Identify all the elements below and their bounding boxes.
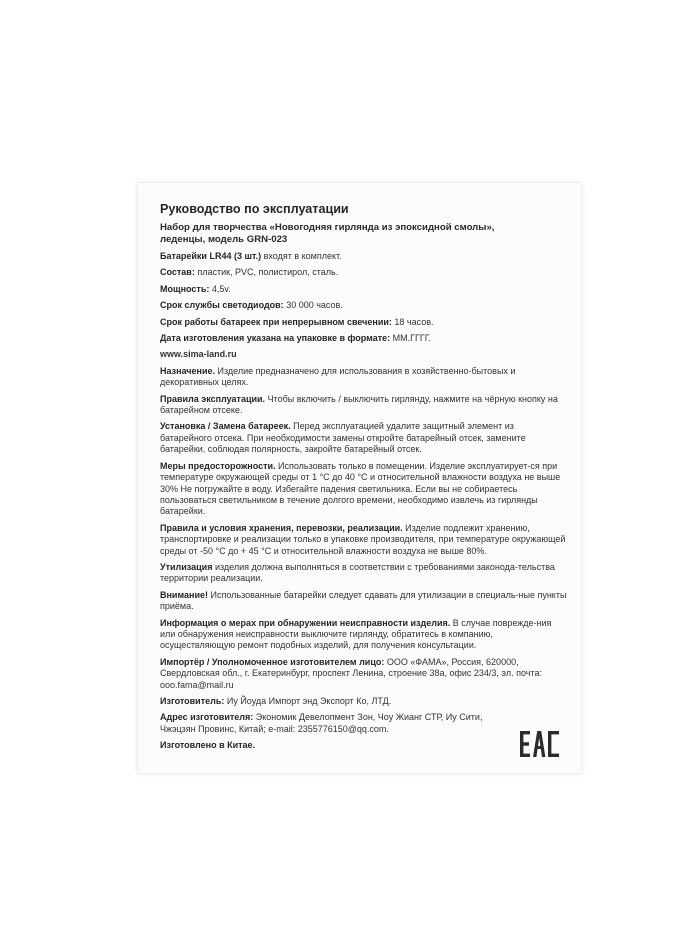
purpose-text: Изделие предназначено для использования в хозяйственно-бытовых и декоративных целях.: [160, 365, 516, 388]
battery-install-label: Установка / Замена батареек.: [160, 421, 291, 432]
disposal-section: [160, 562, 568, 585]
power-label: Мощность:: [160, 283, 210, 294]
manufacturer-label: Изготовитель:: [160, 696, 225, 706]
battery-time-label: Срок работы батареек при непрерывном свечении:: [160, 316, 392, 327]
precautions-text: Использовать только в помещении. Изделие эксплуатирует-ся при температуре окружающей среды от 1 °С до 40 °С и относительной влажности воздуха не выше 30% Не погружайте в воду. Избегайте падения светильника. Если вы не собираетесь пользоваться светильником в течение долгого времени, необходимо извлечь из гирлянды батарейки.: [160, 460, 561, 517]
led-life-info: [160, 300, 568, 311]
eac-logo-icon: [520, 731, 560, 757]
attention-text: Использованные батарейки следует сдавать для утилизации в специаль-ные пункты приёма.: [160, 589, 567, 612]
made-in-label: Изготовлено в Китае.: [160, 740, 256, 751]
precautions-label: Меры предосторожности.: [160, 460, 276, 471]
manual-content: [160, 201, 568, 757]
purpose-section: [160, 366, 568, 389]
manufacturer-address-label: Адрес изготовителя:: [160, 712, 254, 723]
manufacturer-section: [160, 696, 568, 707]
storage-section: [160, 523, 568, 557]
batteries-label: Батарейки LR44 (3 шт.): [160, 251, 262, 261]
manufacture-date-info: [160, 333, 568, 344]
importer-section: [160, 657, 568, 691]
led-life-label: Срок службы светодиодов:: [160, 300, 284, 311]
instruction-sheet: [138, 183, 581, 773]
manufacture-date-text: ММ.ГГГГ.: [390, 333, 432, 344]
malfunction-text: В случае поврежде-ния или обнаружения неисправности выключите гирлянду, обратитесь в компанию, осуществляющую ремонт подобных изделий, для получения консультации.: [160, 617, 552, 651]
batteries-text: входят в комплект.: [261, 251, 342, 261]
attention-label: Внимание!: [160, 589, 208, 600]
eac-mark: [520, 731, 560, 757]
battery-time-info: [160, 317, 568, 328]
malfunction-label: Информация о мерах при обнаружении неисправности изделия.: [160, 617, 451, 628]
attention-section: [160, 590, 568, 613]
operation-rules-text: Чтобы включить / выключить гирлянду, нажмите на чёрную кнопку на батарейном отсеке.: [160, 393, 558, 416]
disposal-text: изделия должна выполняться в соответствии с требованиями законода-тельства территории реализации.: [160, 561, 555, 584]
batteries-info: [160, 251, 568, 262]
manufacturer-address-text: Экономик Девелопмент Зон, Чоу Жианг СТР, Иу Сити, Чжэцзян Провинс, Китай; e-mail: 2355776150@qq.com.: [160, 712, 483, 734]
manufacturer-address-section: [160, 712, 500, 735]
battery-time-text: 18 часов.: [391, 316, 434, 327]
power-text: 4,5v.: [209, 283, 231, 294]
manual-title: Руководство по эксплуатации: [160, 202, 349, 216]
disposal-label: Утилизация: [160, 561, 213, 572]
storage-text: Изделие подлежит хранению, транспортировке и реализации только в упаковке производителя, при температуре окружающей среды от -50 °С до + 45 °С и относительной влажности воздуха не выше 80%.: [160, 522, 566, 556]
malfunction-section: [160, 618, 568, 652]
importer-label: Импортёр / Уполномоченное изготовителем лицо:: [160, 656, 385, 667]
website-link[interactable]: www.sima-land.ru: [160, 349, 237, 360]
product-name-line1: Набор для творчества «Новогодняя гирлянда из эпоксидной смолы»,: [160, 222, 495, 233]
operation-rules-label: Правила эксплуатации.: [160, 393, 266, 404]
led-life-text: 30 000 часов.: [283, 300, 343, 311]
battery-install-text: Перед эксплуатацией удалите защитный элемент из батарейного отсека. При необходимости замены откройте батарейный отсек, замените батарейки, соблюдая полярность, закройте батарейный отсек.: [160, 421, 526, 455]
manufacture-date-label: Дата изготовления указана на упаковке в формате:: [160, 333, 391, 344]
product-name-line2: леденцы, модель GRN-023: [160, 234, 288, 245]
made-in-section: [160, 740, 568, 751]
importer-text: ООО «ФАМА», Россия, 620000, Свердловская обл., г. Екатеринбург, проспект Ленина, строение 38а, офис 234/3, эл. почта: ooo.fama@mail.ru: [160, 656, 542, 690]
manufacturer-text: Иу Йоуда Импорт энд Экспорт Ко, ЛТД.: [224, 696, 392, 706]
product-name: [160, 222, 568, 246]
precautions-section: [160, 461, 568, 518]
composition-info: [160, 267, 568, 278]
battery-install-section: [160, 421, 568, 455]
storage-label: Правила и условия хранения, перевозки, реализации.: [160, 522, 403, 533]
composition-label: Состав:: [160, 267, 195, 278]
operation-rules-section: [160, 394, 568, 417]
composition-text: пластик, PVC, полистирол, сталь.: [194, 267, 339, 278]
purpose-label: Назначение.: [160, 365, 216, 376]
power-info: [160, 284, 568, 295]
